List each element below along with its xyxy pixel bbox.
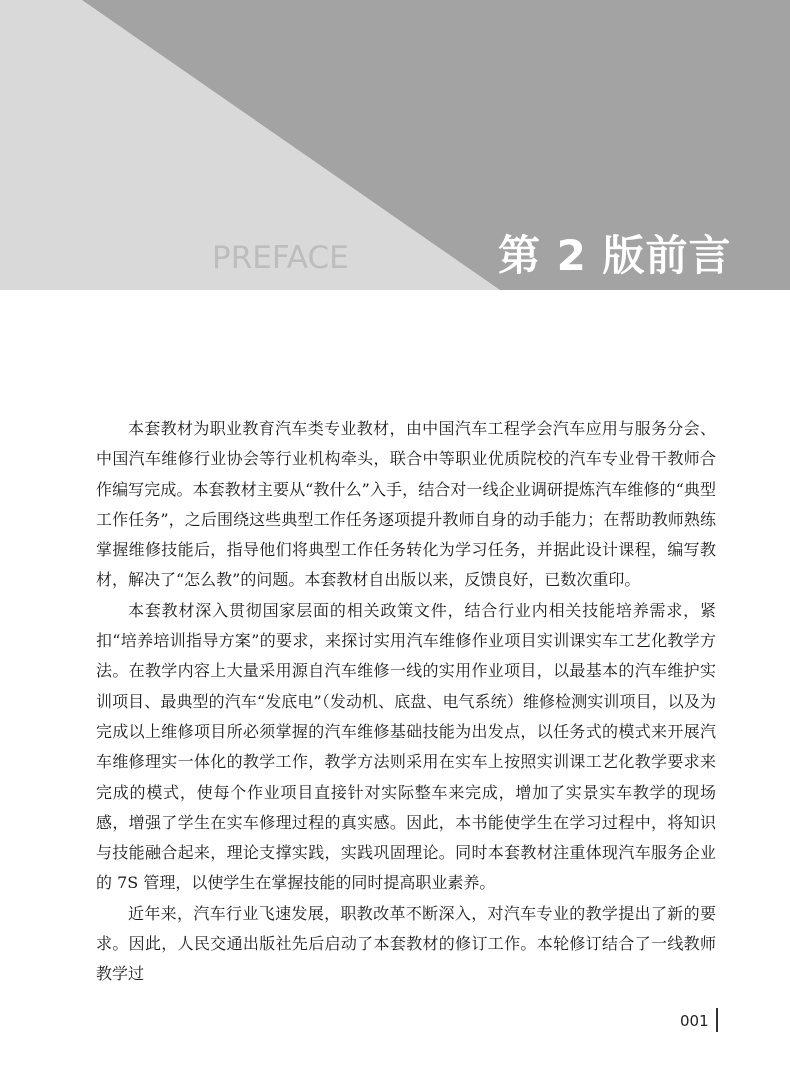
page-number-divider xyxy=(716,1008,718,1032)
paragraph-2: 本套教材深入贯彻国家层面的相关政策文件，结合行业内相关技能培养需求，紧扣“培养培训指导方案”的要求，来探讨实用汽车维修作业项目实训课实车工艺化教学方法。在教学内容上大量采用源自汽车维修一线的实用作业项目，以最基本的汽车维护实训项目、最典型的汽车“发底电”（发动机、底盘、电气系统）维修检测实训项目，以及为完成以上维修项目所必须掌握的汽车维修基础技能为出发点，以任务式的模式来开展汽车维修理实一体化的教学工作，教学方法则采用在实车上按照实训课工艺化教学要求来完成的模式，使每个作业项目直接针对实际整车来完成，增加了实景实车教学的现场感，增强了学生在实车修理过程的真实感。因此，本书能使学生在学习过程中，将知识与技能融合起来，理论支撑实践，实践巩固理论。同时本套教材注重体现汽车服务企业的 7S 管理，以使学生在掌握技能的同时提高职业素养。 xyxy=(96,600,716,893)
paragraph-1: 本套教材为职业教育汽车类专业教材，由中国汽车工程学会汽车应用与服务分会、中国汽车维修行业协会等行业机构牵头，联合中等职业优质院校的汽车专业骨干教师合作编写完成。本套教材主要从“教什么”入手，结合对一线企业调研提炼汽车维修的“典型工作任务”，之后围绕这些典型工作任务逐项提升教师自身的动手能力；在帮助教师熟练掌握维修技能后，指导他们将典型工作任务转化为学习任务，并据此设计课程，编写教材，解决了“怎么教”的问题。本套教材自出版以来，反馈良好，已数次重印。 xyxy=(96,419,716,590)
page-number: 001 xyxy=(680,1012,709,1030)
preface-chinese-title: 第 2 版前言 xyxy=(498,231,732,280)
body-text xyxy=(96,414,716,990)
header-banner xyxy=(0,0,790,290)
preface-english-title: PREFACE xyxy=(212,240,349,276)
paragraph-3: 近年来，汽车行业飞速发展，职教改革不断深入，对汽车专业的教学提出了新的要求。因此，人民交通出版社先后启动了本套教材的修订工作。本轮修订结合了一线教师教学过 xyxy=(96,903,716,984)
